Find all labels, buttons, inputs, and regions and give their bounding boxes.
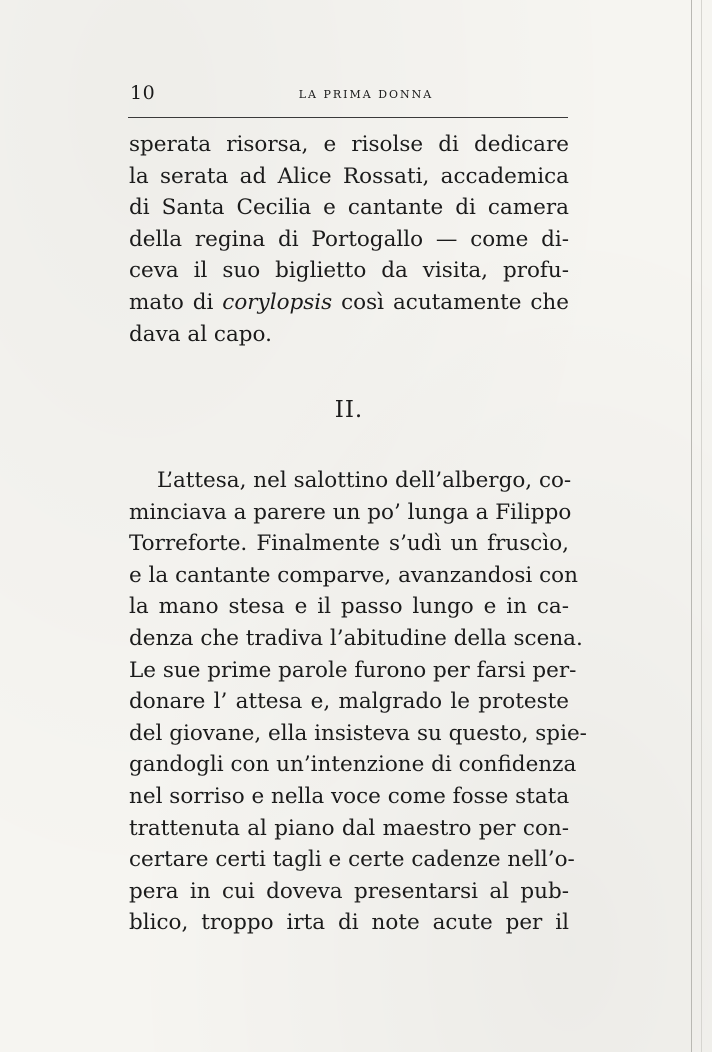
text-line: la serata ad Alice Rossati, accademica [129, 163, 569, 189]
text-line: nel sorriso e nella voce come fosse stata [129, 783, 570, 809]
text-line: Torreforte. Finalmente s’udì un fruscìo, [129, 531, 569, 557]
text-line: e la cantante comparve, avanzandosi con [129, 562, 578, 588]
text-fragment: così acutamente che [332, 289, 569, 315]
paragraph-continued [129, 129, 569, 350]
text-line-with-italic [129, 287, 569, 319]
text-line: la mano stesa e il passo lungo e in ca- [129, 594, 569, 620]
text-line: donare l’ attesa e, malgrado le proteste [129, 689, 569, 715]
text-line: denza che tradiva l’abitudine della scena. [129, 625, 583, 651]
chapter-number: II. [334, 397, 364, 423]
page-number: 10 [130, 82, 156, 104]
text-line: blico, troppo irta di note acute per il [129, 910, 569, 936]
text-line: di Santa Cecilia e cantante di camera [129, 195, 569, 221]
italic-word: corylopsis [222, 289, 333, 315]
running-title: LA PRIMA DONNA [298, 88, 434, 101]
text-line: trattenuta al piano dal maestro per con- [129, 815, 569, 841]
page-edge-line [691, 0, 692, 1052]
text-line: della regina di Portogallo — come di- [129, 226, 569, 252]
text-line: del giovane, ella insisteva su questo, spie- [129, 720, 587, 746]
text-line: dava al capo. [129, 321, 272, 347]
header-rule [128, 117, 568, 118]
text-line: certare certi tagli e certe cadenze nell’o- [129, 847, 575, 873]
paragraph-chapter-2 [129, 465, 587, 939]
text-fragment: mato di [129, 289, 223, 315]
text-line: minciava a parere un po’ lunga a Filippo [129, 499, 572, 525]
page-edge-shadow [701, 0, 702, 1052]
text-line: sperata risorsa, e risolse di dedicare [129, 132, 569, 157]
text-line: pera in cui doveva presentarsi al pub- [129, 878, 569, 904]
text-line: gandogli con un’intenzione di confidenza [129, 752, 577, 778]
text-line: L’attesa, nel salottino dell’albergo, co- [157, 468, 572, 493]
running-head [128, 82, 568, 106]
text-line: ceva il suo biglietto da visita, profu- [129, 258, 569, 284]
text-line: Le sue prime parole furono per farsi per- [129, 657, 577, 683]
